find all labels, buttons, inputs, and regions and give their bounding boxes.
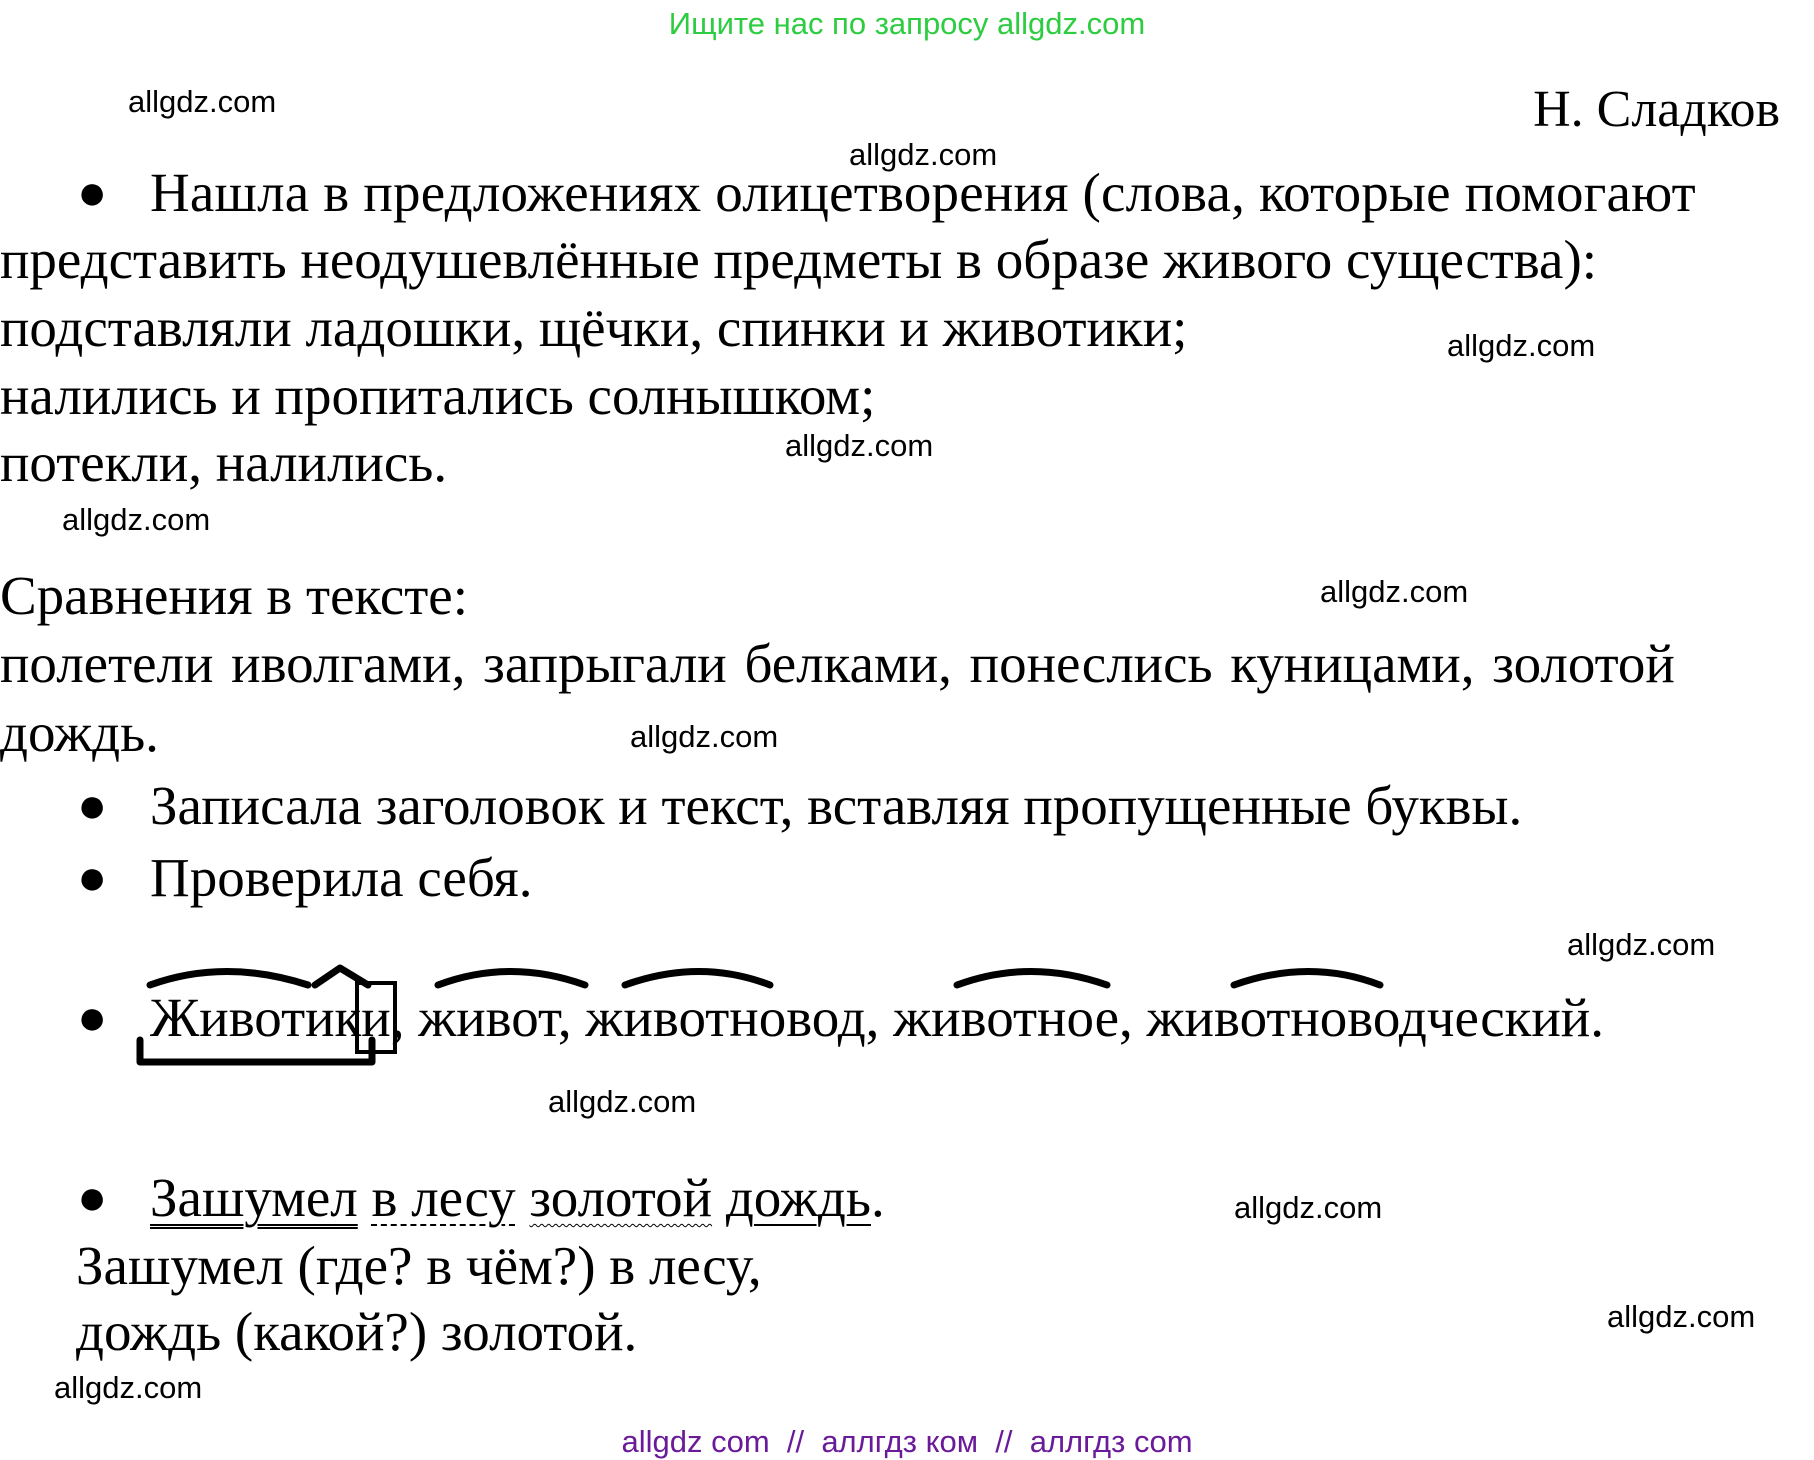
space — [516, 1167, 530, 1228]
subject-word: дождь — [725, 1167, 871, 1228]
watermark: allgdz.com — [1234, 1190, 1383, 1225]
watermark: allgdz.com — [1447, 328, 1596, 363]
personification-line-4: налились и пропитались солнышком; — [0, 365, 876, 426]
header-banner: Ищите нас по запросу allgdz.com — [668, 6, 1146, 41]
watermark: allgdz.com — [54, 1370, 203, 1405]
base-bracket — [140, 1040, 372, 1062]
root-arc-4 — [957, 972, 1107, 986]
watermark: allgdz.com — [548, 1084, 697, 1119]
space — [358, 1167, 372, 1228]
personification-line-2: представить неодушевлённые предметы в образе живого существа): — [0, 229, 1598, 290]
root-arc-1 — [150, 972, 308, 986]
root-arc-5 — [1234, 972, 1380, 986]
watermark: allgdz.com — [62, 502, 211, 537]
comparisons-line-1: полетели иволгами, запрыгали белками, понеслись куницами, золотой — [0, 633, 1675, 694]
watermark: allgdz.com — [128, 84, 277, 119]
bullet-marker: ● — [77, 777, 108, 833]
suffix-hat — [315, 968, 368, 985]
root-arc-2 — [438, 972, 585, 986]
sentence-period: . — [871, 1167, 885, 1228]
watermark: allgdz.com — [630, 719, 779, 754]
analysis-line-1: Зашумел (где? в чём?) в лесу, — [76, 1235, 762, 1296]
watermark: allgdz.com — [785, 428, 934, 463]
bullet-marker: ● — [77, 164, 108, 220]
task-line-2: Проверила себя. — [150, 847, 533, 908]
personification-line-3: подставляли ладошки, щёчки, спинки и животики; — [0, 297, 1188, 358]
root-arc-3 — [625, 972, 770, 986]
author-name: Н. Сладков — [1533, 81, 1780, 138]
personification-line-1: Нашла в предложениях олицетворения (слова, которые помогают — [150, 162, 1696, 223]
comparisons-line-2: дождь. — [0, 702, 159, 763]
watermark: allgdz.com — [1320, 574, 1469, 609]
space — [712, 1167, 726, 1228]
word-ending: и — [361, 987, 391, 1048]
bullet-marker: ● — [77, 1169, 108, 1225]
bullet-marker: ● — [77, 849, 108, 905]
watermark: allgdz.com — [849, 137, 998, 172]
watermark: allgdz.com — [1567, 927, 1716, 962]
footer-banner: allgdz com // аллгдз ком // аллгдз com — [621, 1424, 1193, 1459]
task-line-1: Записала заголовок и текст, вставляя пропущенные буквы. — [150, 775, 1523, 836]
analysis-line-2: дождь (какой?) золотой. — [76, 1301, 638, 1362]
adverbial-phrase: в лесу — [371, 1167, 516, 1228]
predicate-word: Зашумел — [150, 1167, 358, 1228]
word-root-part: Животик — [150, 987, 362, 1048]
watermark: allgdz.com — [1607, 1299, 1756, 1334]
parsed-sentence — [150, 1167, 885, 1228]
attribute-word: золотой — [529, 1167, 713, 1228]
personification-line-5: потекли, налились. — [0, 432, 448, 493]
bullet-marker: ● — [77, 989, 108, 1045]
word-list-rest: , живот, животновод, животное, животноводческий. — [390, 987, 1604, 1048]
comparisons-title: Сравнения в тексте: — [0, 565, 468, 626]
